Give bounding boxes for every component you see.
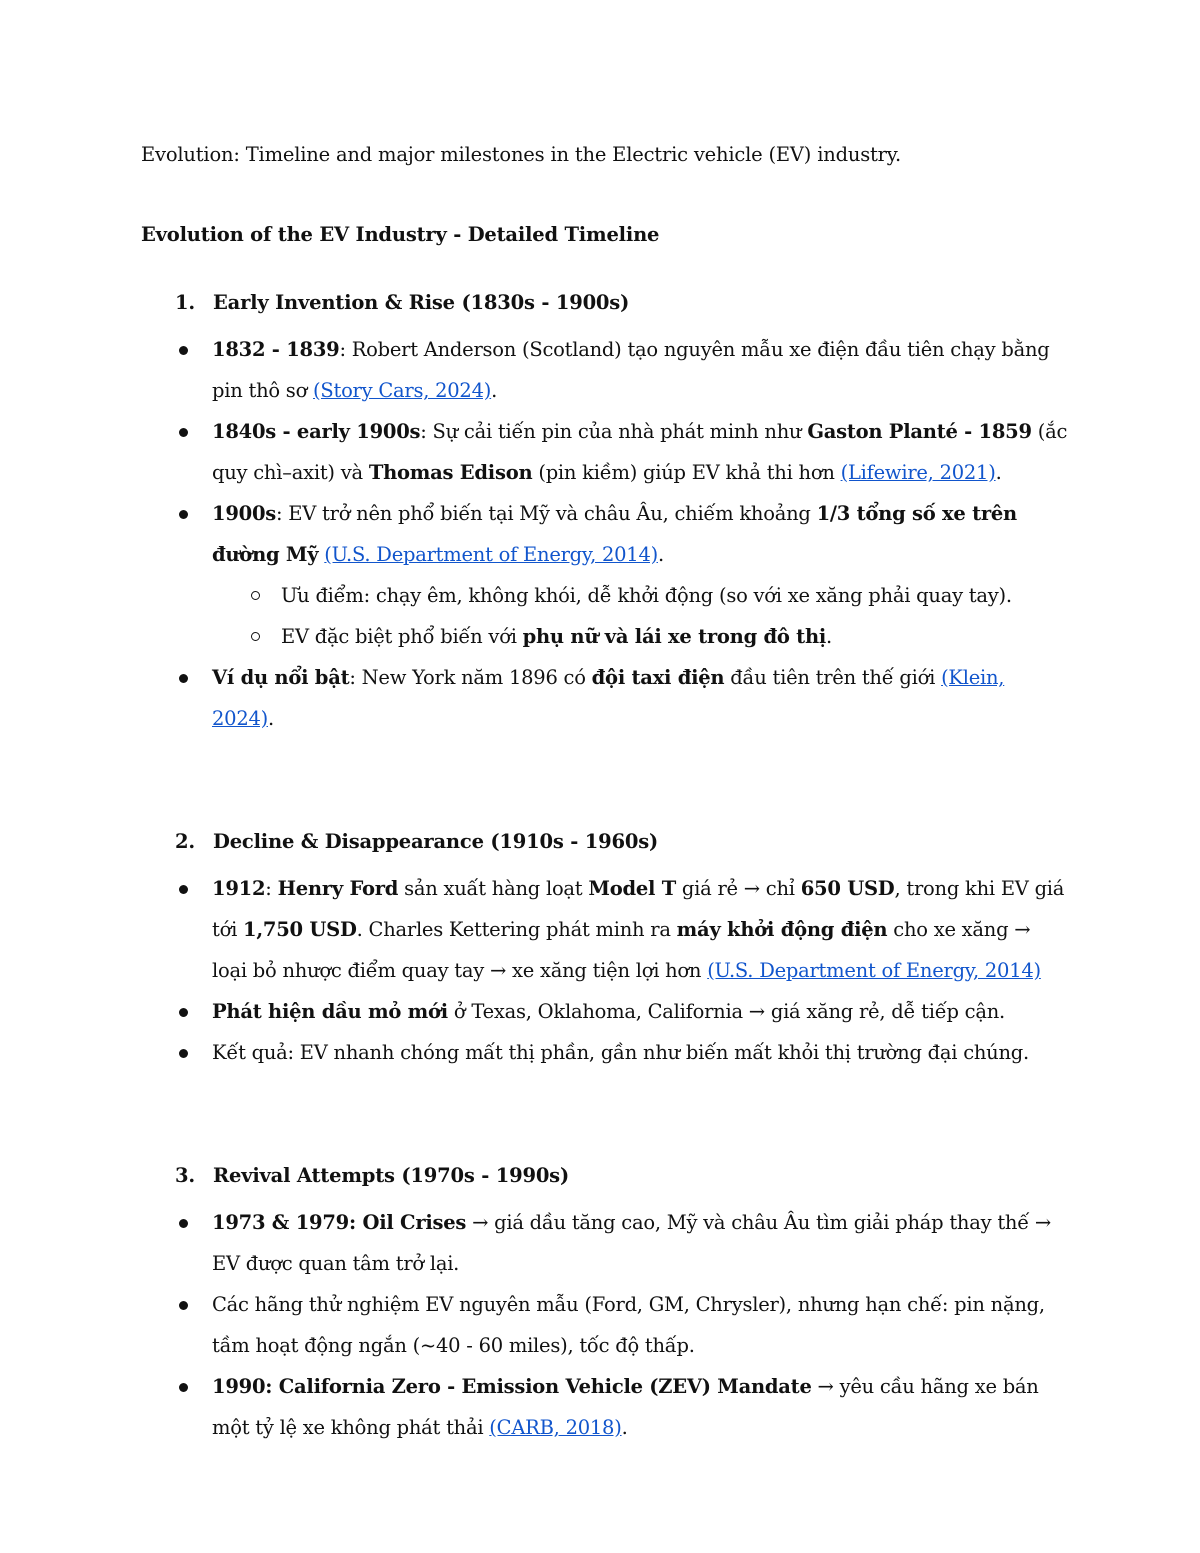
bold-text: 1990: California Zero - Emission Vehicle (ZEV) Mandate xyxy=(212,1375,812,1398)
section-decline xyxy=(141,827,1070,1073)
bullet-list xyxy=(141,329,1070,739)
text: (ắc quy chì–axit) và xyxy=(212,420,1068,484)
text: : xyxy=(265,877,278,900)
text: . xyxy=(995,461,1002,484)
text: cho xe xăng → loại bỏ nhược điểm quay tay → xe xăng tiện lợi hơn xyxy=(212,918,1031,982)
text: → yêu cầu hãng xe bán một tỷ lệ xe không phát thải xyxy=(212,1375,1039,1439)
text: . xyxy=(657,543,664,566)
text: : New York năm 1896 có xyxy=(349,666,592,689)
text: . xyxy=(267,707,274,730)
bold-text: 1,750 USD xyxy=(243,918,357,941)
citation-link[interactable]: (CARB, 2018) xyxy=(489,1416,622,1439)
citation-link[interactable]: (U.S. Department of Energy, 2014) xyxy=(324,543,658,566)
text: , trong khi EV giá tới xyxy=(212,877,1065,941)
list-item xyxy=(141,493,1070,657)
bold-text: 1900s xyxy=(212,502,277,525)
bullet-list xyxy=(141,1202,1070,1448)
list-item xyxy=(141,411,1070,493)
bold-text: 1912 xyxy=(212,877,266,900)
bold-text: 650 USD xyxy=(800,877,895,900)
section-number: 2. xyxy=(175,830,195,853)
text: : Robert Anderson (Scotland) tạo nguyên mẫu xe điện đầu tiên chạy bằng pin thô sơ xyxy=(212,338,1050,402)
list-item xyxy=(141,1284,1070,1366)
citation-link[interactable]: (Klein, 2024) xyxy=(212,666,1005,730)
text: . Charles Kettering phát minh ra xyxy=(356,918,677,941)
bold-text: Ví dụ nổi bật xyxy=(212,666,350,689)
text: sản xuất hàng loạt xyxy=(398,877,589,900)
bold-text: Phát hiện dầu mỏ mới xyxy=(212,1000,448,1023)
sub-list-item xyxy=(141,575,1070,616)
bold-text: 1/3 tổng số xe trên đường Mỹ xyxy=(212,502,1017,566)
section-number: 1. xyxy=(175,291,195,314)
text: giá rẻ → chỉ xyxy=(675,877,801,900)
text: : EV trở nên phổ biến tại Mỹ và châu Âu, chiếm khoảng xyxy=(276,502,817,525)
bold-text: Thomas Edison xyxy=(368,461,533,484)
list-item xyxy=(141,1032,1070,1073)
sub-list-item xyxy=(141,616,1070,657)
citation-link[interactable]: (Story Cars, 2024) xyxy=(313,379,492,402)
bold-text: 1832 - 1839 xyxy=(212,338,340,361)
text: (pin kiềm) giúp EV khả thi hơn xyxy=(532,461,841,484)
section-title: Decline & Disappearance (1910s - 1960s) xyxy=(213,830,658,853)
intro-line: Evolution: Timeline and major milestones in the Electric vehicle (EV) industry. xyxy=(141,143,902,166)
list-item xyxy=(141,1366,1070,1448)
list-item xyxy=(141,657,1070,739)
list-item xyxy=(141,329,1070,411)
bold-text: 1840s - early 1900s xyxy=(212,420,421,443)
section-heading xyxy=(141,827,1070,857)
text: đầu tiên trên thế giới xyxy=(724,666,942,689)
bold-text: phụ nữ và lái xe trong đô thị xyxy=(522,625,827,648)
text: Ưu điểm: chạy êm, không khói, dễ khởi động (so với xe xăng phải quay tay). xyxy=(281,584,1012,607)
text: ở Texas, Oklahoma, California → giá xăng rẻ, dễ tiếp cận. xyxy=(447,1000,1005,1023)
list-item xyxy=(141,868,1070,991)
text: EV đặc biệt phổ biến với xyxy=(281,625,523,648)
section-heading xyxy=(141,1161,1070,1191)
bold-text: Gaston Planté - 1859 xyxy=(807,420,1032,443)
text: Các hãng thử nghiệm EV nguyên mẫu (Ford, GM, Chrysler), nhưng hạn chế: pin nặng, tầm hoạt động ngắn (~40 - 60 miles), tốc độ thấp. xyxy=(212,1293,1045,1357)
citation-link[interactable]: (Lifewire, 2021) xyxy=(840,461,996,484)
section-early-invention xyxy=(141,288,1070,739)
text: . xyxy=(826,625,832,648)
bold-text: Model T xyxy=(588,877,676,900)
bold-text: máy khởi động điện xyxy=(676,918,888,941)
list-item xyxy=(141,991,1070,1032)
section-title: Revival Attempts (1970s - 1990s) xyxy=(213,1164,569,1187)
text: → giá dầu tăng cao, Mỹ và châu Âu tìm giải pháp thay thế → EV được quan tâm trở lại. xyxy=(212,1211,1052,1275)
sub-list xyxy=(212,575,1070,657)
document-title: Evolution of the EV Industry - Detailed Timeline xyxy=(141,223,660,246)
text: : Sự cải tiến pin của nhà phát minh như xyxy=(420,420,808,443)
bold-text: 1973 & 1979: Oil Crises xyxy=(212,1211,467,1234)
bold-text: đội taxi điện xyxy=(591,666,725,689)
bold-text: Henry Ford xyxy=(277,877,399,900)
section-title: Early Invention & Rise (1830s - 1900s) xyxy=(213,291,630,314)
list-item xyxy=(141,1202,1070,1284)
citation-link[interactable]: (U.S. Department of Energy, 2014) xyxy=(707,959,1041,982)
text: Kết quả: EV nhanh chóng mất thị phần, gần như biến mất khỏi thị trường đại chúng. xyxy=(212,1041,1029,1064)
text: . xyxy=(491,379,498,402)
section-heading xyxy=(141,288,1070,318)
section-number: 3. xyxy=(175,1164,195,1187)
text: . xyxy=(621,1416,628,1439)
section-revival xyxy=(141,1161,1070,1448)
bullet-list xyxy=(141,868,1070,1073)
